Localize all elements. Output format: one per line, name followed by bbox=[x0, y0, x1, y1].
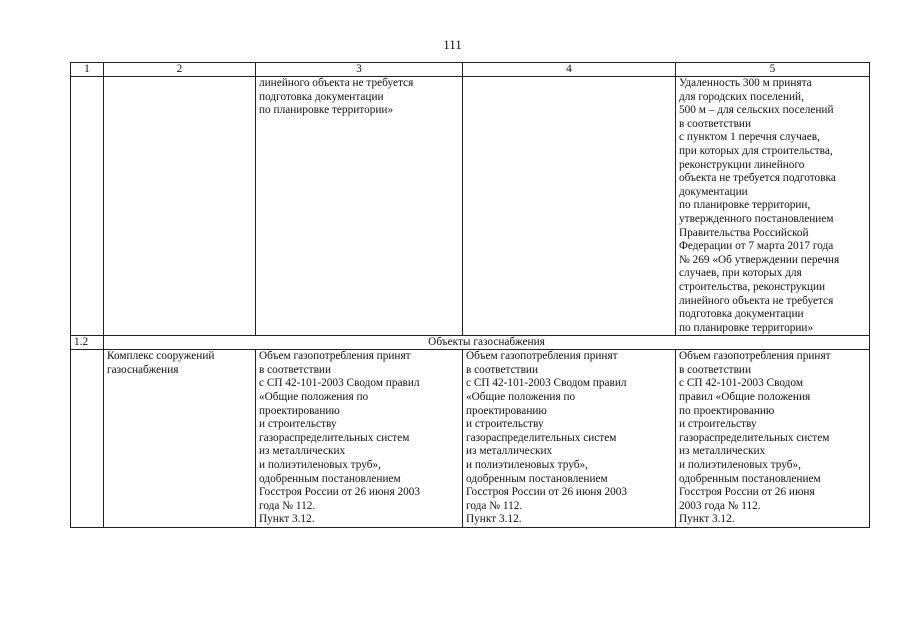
cell-object-name: Комплекс сооружений газоснабжения bbox=[104, 350, 256, 528]
section-title: Объекты газоснабжения bbox=[104, 336, 870, 350]
regulation-table bbox=[70, 62, 870, 528]
table-section-row bbox=[71, 336, 870, 350]
header-col-4: 4 bbox=[463, 63, 676, 77]
cell-col5-text: Удаленность 300 м принята для городских поселений, 500 м – для сельских поселений в соответствии с пунктом 1 перечня случаев, при которых для строительства, реконструкции линейного объекта не требуется подготовка документации по планировке территории, утвержденного постановлением Правительства Российской Федерации от 7 марта 2017 года № 269 «Об утверждении перечня случаев, при которых для строительства, реконструкции линейного объекта не требуется подготовка документации по планировке территории» bbox=[676, 77, 870, 336]
cell-number bbox=[71, 77, 104, 336]
header-col-5: 5 bbox=[676, 63, 870, 77]
page-number: 111 bbox=[443, 37, 462, 52]
header-col-1: 1 bbox=[71, 63, 104, 77]
cell-object-name bbox=[104, 77, 256, 336]
table-header-row bbox=[71, 63, 870, 77]
header-col-2: 2 bbox=[104, 63, 256, 77]
header-col-3: 3 bbox=[256, 63, 463, 77]
cell-col5-text: Объем газопотребления принят в соответствии с СП 42-101-2003 Сводом правил «Общие положения по проектированию и строительству газораспределительных систем из металлических и полиэтиленовых труб», одобренным постановлением Госстроя России от 26 июня 2003 года № 112. Пункт 3.12. bbox=[676, 350, 870, 528]
cell-number bbox=[71, 350, 104, 528]
table-row-continuation bbox=[71, 77, 870, 336]
cell-col4-text: Объем газопотребления принят в соответствии с СП 42-101-2003 Сводом правил «Общие положения по проектированию и строительству газораспределительных систем из металлических и полиэтиленовых труб», одобренным постановлением Госстроя России от 26 июня 2003 года № 112. Пункт 3.12. bbox=[463, 350, 676, 528]
cell-col4-text bbox=[463, 77, 676, 336]
cell-col3-text: Объем газопотребления принят в соответствии с СП 42-101-2003 Сводом правил «Общие положения по проектированию и строительству газораспределительных систем из металлических и полиэтиленовых труб», одобренным постановлением Госстроя России от 26 июня 2003 года № 112. Пункт 3.12. bbox=[256, 350, 463, 528]
section-number: 1.2 bbox=[71, 336, 104, 350]
table-row-gas-supply bbox=[71, 350, 870, 528]
cell-col3-text: линейного объекта не требуется подготовка документации по планировке территории» bbox=[256, 77, 463, 336]
